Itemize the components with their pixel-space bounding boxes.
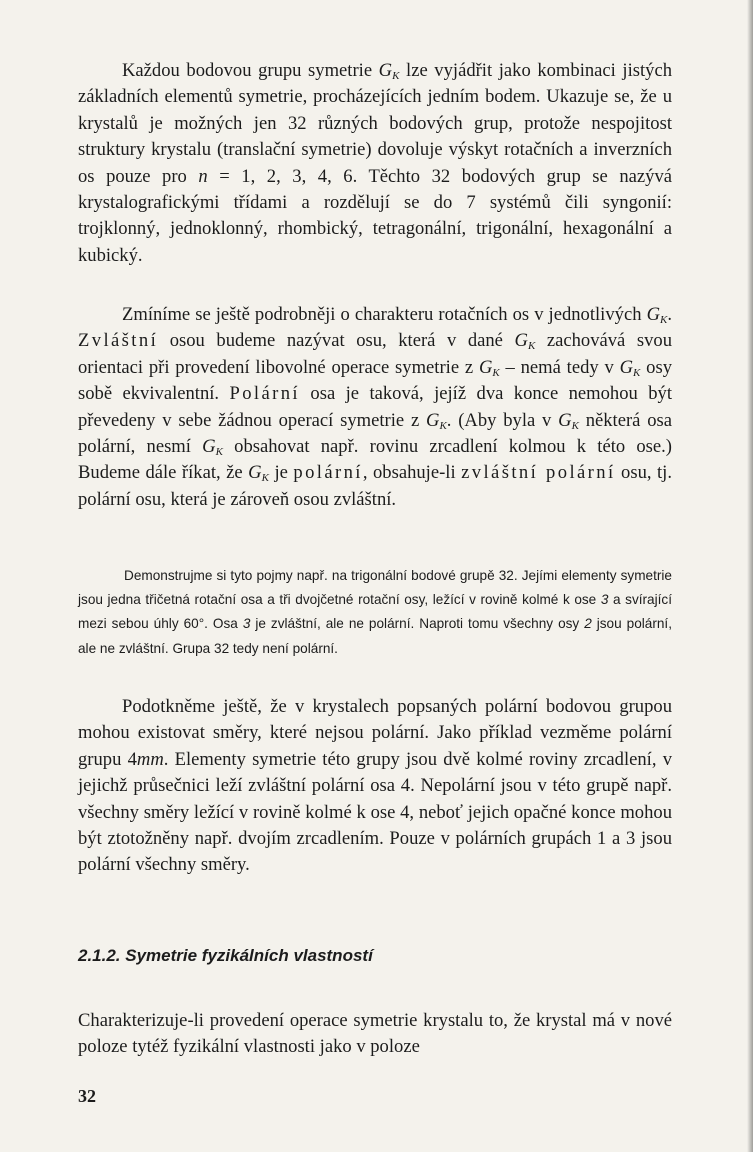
symbol-mm: mm (136, 748, 164, 770)
page-number: 32 (78, 1086, 96, 1106)
symbol-gk: $G_K$ (378, 60, 400, 82)
p1-text-b: lze vyjádřit jako kombinaci jistých základních elementů symetrie, procházejících jedním bodem. Ukazuje se, že u krystalů je možných jen 32 různých bodových grup, protože nespojitost struktury krystalu (translační symetrie) dovoluje výskyt rotačních a inverzních os pouze pro (78, 60, 672, 187)
paragraph-axes: Zmíníme se ještě podrobněji o charakteru rotačních os v jednotlivých $G_K$. Zvláštní osou budeme nazývat osu, která v dané $G_K$ zachovává svou orientaci při provedení libovolné operace symetrie z $G_K$ – nemá tedy v $G_K$ osy sobě ekvivalentní. Polární osa je taková, jejíž dva konce nemohou být převedeny v sebe žádnou operací symetrie z $G_K$. (Aby byla v $G_K$ některá osa polární, nesmí $G_K$ obsahovat např. rovinu zrcadlení kolmou k této ose.) Budeme dále říkat, že $G_K$ je polární, obsahuje-li zvláštní polární osu, tj. polární osu, která je zároveň osou zvláštní. (78, 304, 673, 510)
symbol-gk: $G_K$ (558, 409, 579, 432)
spaced-term-polarni: Polární (229, 383, 300, 405)
p1-text-c: = 1, 2, 3, 4, 6. Těchto 32 bodových grup se nazývá krystalografickými třídami a rozdělují se do 7 systémů čili syngonií: trojklonný, jednoklonný, rhombický, tetragonální, trigonální, hexagonální a kubický. (78, 165, 672, 266)
spaced-term-zvlastni: Zvláštní (78, 330, 159, 352)
paragraph-physical-properties: Charakterizuje-li provedení operace symetrie krystalu to, že krystal má v nové poloze tytéž fyzikální vlastnosti jako v poloze (78, 1010, 672, 1058)
spaced-term-zvlastni-polarni: zvláštní polární (461, 462, 616, 484)
section-heading: 2.1.2. Symetrie fyzikálních vlastností (78, 946, 373, 965)
symbol-gk: $G_K$ (248, 462, 269, 485)
paragraph-point-groups (78, 58, 672, 269)
p1-text-a: Každou bodovou grupu symetrie (122, 60, 379, 81)
symbol-gk: $G_K$ (478, 356, 500, 379)
symbol-gk: $G_K$ (619, 356, 641, 379)
symbol-gk: $G_K$ (514, 330, 536, 353)
paragraph-polar-directions: Podotkněme ještě, že v krystalech popsaných polární bodovou grupou mohou existovat směry, které nejsou polární. Jako příklad vezměme polární grupu 4mm. Elementy symetrie této grupy jsou dvě kolmé roviny zrcadlení, v jejichž průsečnici leží zvláštní polární osa 4. Nepolární jsou v této grupě např. všechny směry ležící v rovině kolmé k ose 4, neboť jejich opačné konce mohou být ztotožněny např. dvojím zrcadlením. Pouze v polárních grupách 1 a 3 jsou polární všechny směry. (78, 696, 672, 876)
spaced-term-polarni: polární (293, 462, 363, 484)
symbol-gk: $G_K$ (646, 304, 668, 326)
symbol-n: n (198, 165, 208, 187)
symbol-gk: $G_K$ (202, 436, 223, 459)
page-edge-shadow (747, 0, 753, 1152)
note-paragraph-trigonal-example: Demonstrujme si tyto pojmy např. na trigonální bodové grupě 32. Jejími elementy symetrie jsou jedna třičetná rotační osa a tři dvojčetné rotační osy, ležící v rovině kolmé k ose 3 a svírající mezi sebou úhly 60°. Osa 3 je zvláštní, ale ne polární. Naproti tomu všechny osy 2 jsou polární, ale ne zvláštní. Grupa 32 tedy není polární. (78, 568, 672, 656)
symbol-gk: $G_K$ (426, 409, 447, 432)
